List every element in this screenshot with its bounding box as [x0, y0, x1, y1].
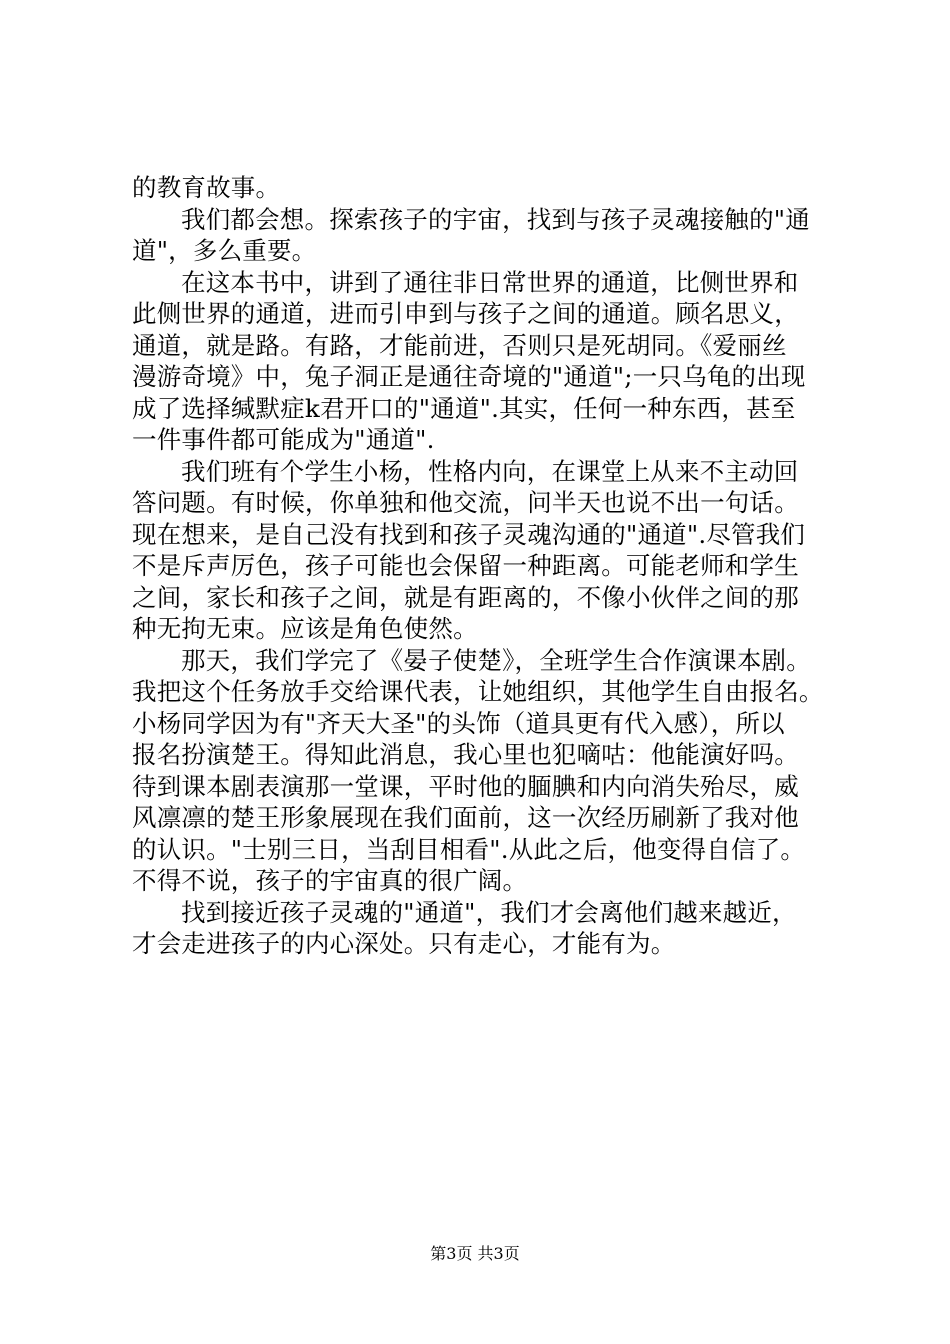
- text-line: 漫游奇境》中，兔子洞正是通往奇境的"通道";一只乌龟的出现: [132, 362, 806, 391]
- text-line: 待到课本剧表演那一堂课，平时他的腼腆和内向消失殆尽，威: [132, 771, 799, 801]
- text-line: 现在想来，是自己没有找到和孩子灵魂沟通的"通道".尽管我们: [132, 519, 806, 549]
- text-line: 报名扮演楚王。得知此消息，我心里也犯嘀咕：他能演好吗。: [132, 740, 799, 769]
- paragraph-4: [132, 456, 852, 645]
- text-line: 才会走进孩子的内心深处。只有走心，才能有为。: [132, 929, 676, 958]
- text-line: 我们都会想。探索孩子的宇宙，找到与孩子灵魂接触的"通: [181, 204, 810, 234]
- text-line: 不是斥声厉色，孩子可能也会保留一种距离。可能老师和学生: [132, 551, 799, 580]
- text-line: 道"，多么重要。: [132, 236, 317, 265]
- text-line: 那天，我们学完了《晏子使楚》，全班学生合作演课本剧。: [181, 645, 811, 675]
- text-line: 种无拘无束。应该是角色使然。: [132, 614, 478, 643]
- paragraph-3: [132, 267, 852, 456]
- text-line: 在这本书中，讲到了通往非日常世界的通道，比侧世界和: [181, 267, 799, 297]
- text-line: 通道，就是路。有路，才能前进，否则只是死胡同。《爱丽丝: [132, 330, 787, 360]
- text-line: 风凛凛的楚王形象展现在我们面前，这一次经历刷新了我对他: [132, 803, 799, 832]
- text-line: 答问题。有时候，你单独和他交流，问半天也说不出一句话。: [132, 488, 799, 517]
- text-line: 不得不说，孩子的宇宙真的很广阔。: [132, 866, 528, 895]
- text-line: 的教育故事。: [132, 173, 281, 202]
- text-line: 我把这个任务放手交给课代表，让她组织，其他学生自由报名。: [132, 677, 824, 706]
- paragraph-2: [132, 204, 852, 267]
- paragraph-1: [132, 172, 852, 204]
- page-number-footer: 第3页 共3页: [430, 1244, 520, 1263]
- text-line: 成了选择缄默症k君开口的"通道".其实，任何一种东西，甚至: [132, 393, 796, 423]
- paragraph-5: [132, 645, 852, 897]
- text-line: 的认识。"士别三日，当刮目相看".从此之后，他变得自信了。: [132, 834, 806, 864]
- text-line: 之间，家长和孩子之间，就是有距离的，不像小伙伴之间的那: [132, 582, 799, 612]
- text-line: 小杨同学因为有"齐天大圣"的头饰（道具更有代入感），所以: [132, 708, 785, 738]
- text-line: 我们班有个学生小杨，性格内向，在课堂上从来不主动回: [181, 456, 799, 486]
- paragraph-6: [132, 897, 852, 960]
- text-line: 此侧世界的通道，进而引申到与孩子之间的通道。顾名思义，: [132, 299, 799, 328]
- text-line: 一件事件都可能成为"通道".: [132, 425, 435, 454]
- text-line: 找到接近孩子灵魂的"通道"，我们才会离他们越来越近，: [181, 897, 797, 927]
- body-text: [132, 172, 852, 960]
